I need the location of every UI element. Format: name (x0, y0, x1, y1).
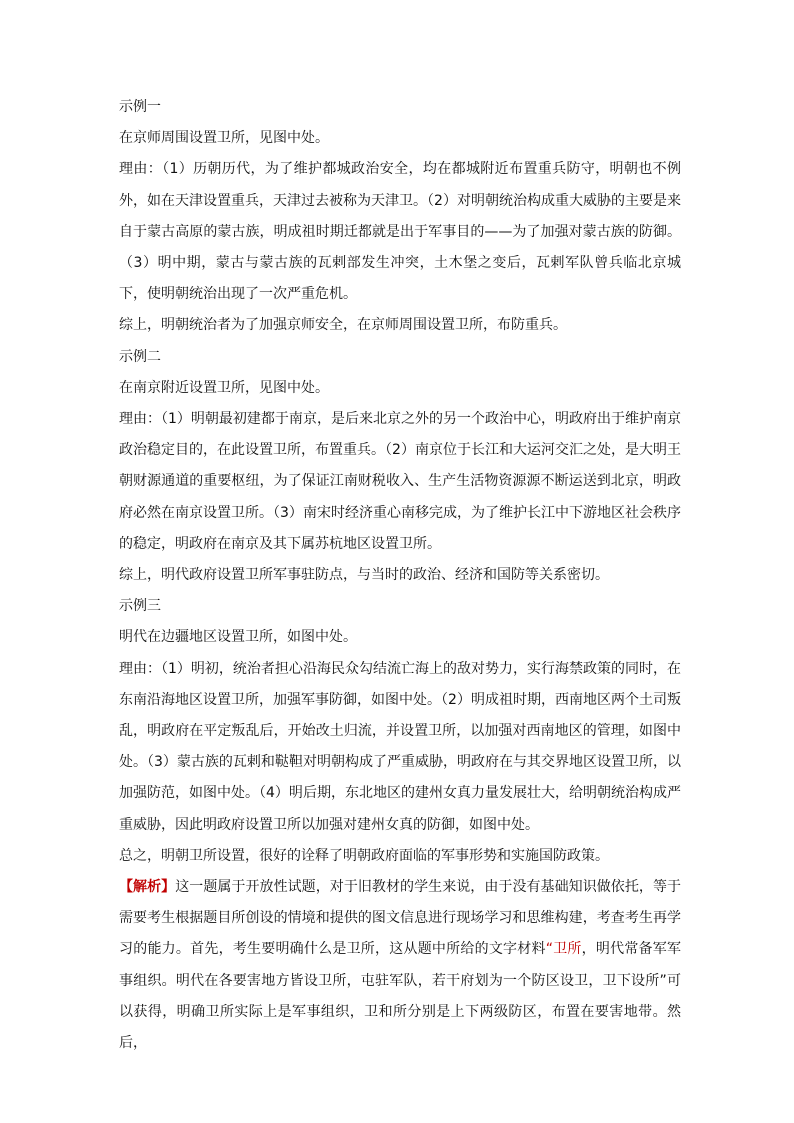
document-body (119, 92, 681, 1059)
analysis-text-1: 这一题属于开放性试题，对于旧教材的学生来说，由于没有基础知识做依托，等于需要考生根据题目所创设的情境和提供的图文信息进行现场学习和思维构建，考查考生再学习的能力。首先，考生要明确什么是卫所，这从题中所给的文字材料 (119, 879, 682, 958)
example-3-heading: 示例三 (119, 598, 161, 615)
analysis-text-2: ，明代常备军军事组织。明代在各要害地方皆设卫所，屯驻军队，若干府划为一个防区设卫，卫下设所”可以获得，明确卫所实际上是军事组织，卫和所分别是上下两级防区，布置在要害地带。然后， (119, 941, 681, 1052)
example-2-reasons: 理由：（1）明朝最初建都于南京，是后来北京之外的另一个政治中心，明政府出于维护南京政治稳定目的，在此设置卫所，布置重兵。（2）南京位于长江和大运河交汇之处，是大明王朝财源通道的重要枢纽，为了保证江南财税收入、生产生活物资源源不断运送到北京，明政府必然在南京设置卫所。（3）南宋时经济重心南移完成，为了维护长江中下游地区社会秩序的稳定，明政府在南京及其下属苏杭地区设置卫所。 (119, 411, 681, 552)
example-2-summary: 综上，明代政府设置卫所军事驻防点，与当时的政治、经济和国防等关系密切。 (119, 567, 609, 584)
conclusion: 总之，明朝卫所设置，很好的诠释了明朝政府面临的军事形势和实施国防政策。 (119, 847, 609, 864)
example-1-heading: 示例一 (119, 99, 161, 115)
example-2-claim: 在南京附近设置卫所，见图中处。 (119, 379, 329, 396)
analysis-quote: “卫所 (545, 941, 582, 958)
example-3-claim: 明代在边疆地区设置卫所，如图中处。 (119, 629, 357, 646)
example-1-summary: 综上，明朝统治者为了加强京师安全，在京师周围设置卫所，布防重兵。 (119, 317, 567, 334)
analysis-paragraph (119, 872, 681, 1059)
example-3-reasons: 理由：（1）明初，统治者担心沿海民众勾结流亡海上的敌对势力，实行海禁政策的同时，在东南沿海地区设置卫所，加强军事防御，如图中处。（2）明成祖时期，西南地区两个土司叛乱，明政府在平定叛乱后，开始改土归流，并设置卫所，以加强对西南地区的管理，如图中处。（3）蒙古族的瓦剌和鞑靼对明朝构成了严重威胁，明政府在与其交界地区设置卫所，以加强防范，如图中处。（4）明后期，东北地区的建州女真力量发展壮大，给明朝统治构成严重威胁，因此明政府设置卫所以加强对建州女真的防御，如图中处。 (119, 660, 681, 833)
analysis-tag: 【解析】 (119, 879, 176, 896)
example-2-heading: 示例二 (119, 348, 161, 365)
example-1-claim: 在京师周围设置卫所，见图中处。 (119, 130, 329, 147)
example-1-reasons: 理由：（1）历朝历代，为了维护都城政治安全，均在都城附近布置重兵防守，明朝也不例外，如在天津设置重兵，天津过去被称为天津卫。（2）对明朝统治构成重大威胁的主要是来自于蒙古高原的蒙古族，明成祖时期迁都就是出于军事目的——为了加强对蒙古族的防御。（3）明中期，蒙古与蒙古族的瓦剌部发生冲突，土木堡之变后，瓦剌军队曾兵临北京城下，使明朝统治出现了一次严重危机。 (119, 161, 681, 303)
